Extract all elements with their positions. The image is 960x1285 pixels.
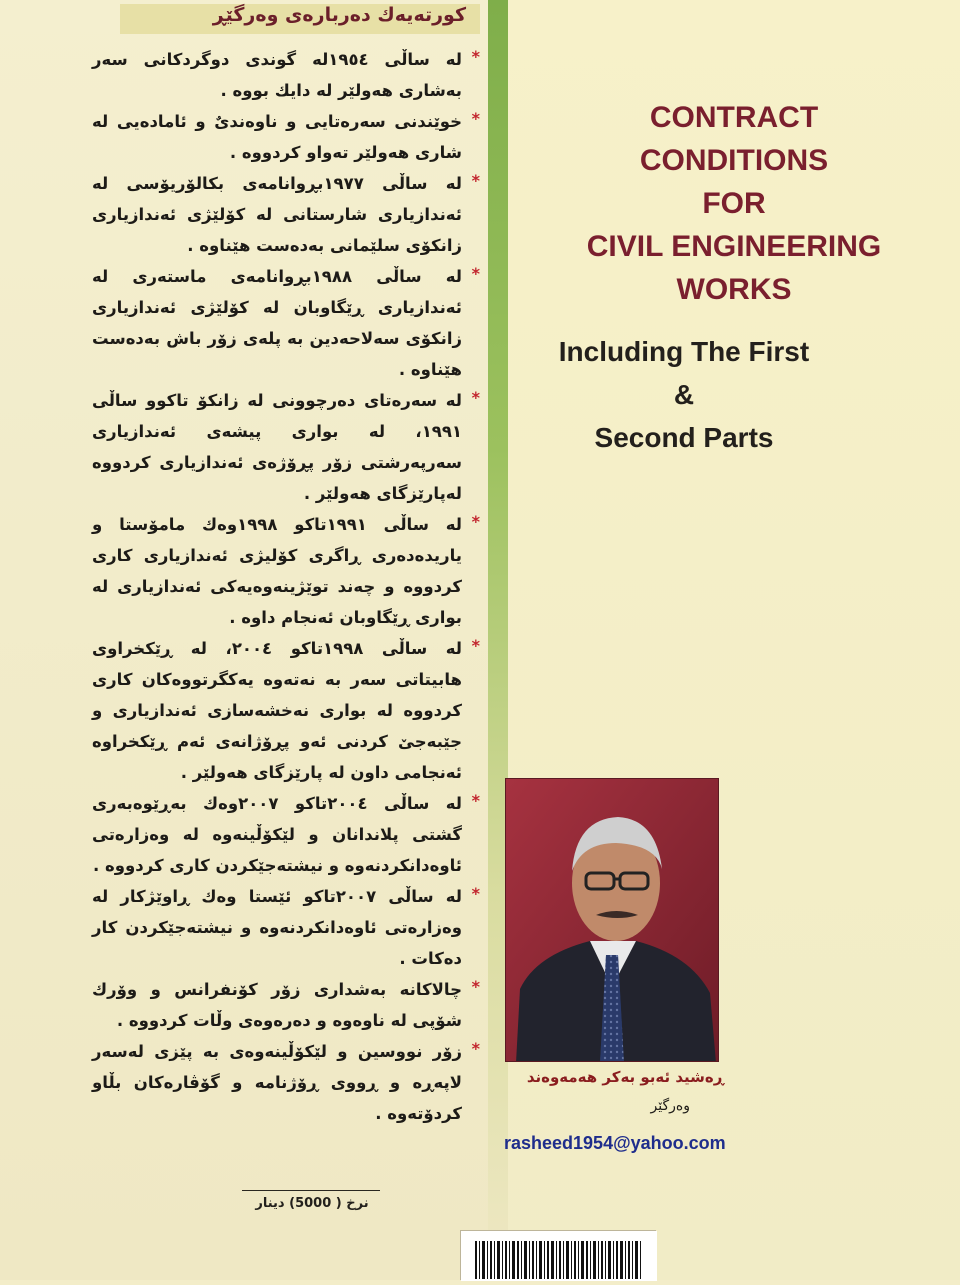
price-label: نرخ ( 5000) دینار: [255, 1196, 369, 1211]
book-subtitle: [508, 330, 860, 459]
bio-item: * لە سەرەتای دەرچوونی لە زانکۆ تاکوو ساڵی ١٩٩١، لە بواری پیشەی ئەندازیاری سەرپەرشتی زۆر پڕۆژەی ئەندازیاری کردووە لەپارێزگای هەولێر .: [92, 385, 480, 509]
star-bullet-icon: *: [471, 791, 480, 810]
bio-item: * خوێندنی سەرەتایی و ناوەندیٌ و ئامادەیی لە شاری هەولێر تەواو کردووە .: [92, 106, 480, 168]
star-bullet-icon: *: [471, 512, 480, 531]
bio-item: * لە ساڵی ١٩٨٨بڕوانامەی ماستەری لە ئەندازیاری ڕێگاوبان لە کۆلێژی ئەندازیاری زانکۆی سەلاحەدین بە پلەی زۆر باش بەدەست هێناوە .: [92, 261, 480, 385]
book-title-line: CONDITIONS: [639, 144, 829, 177]
bio-item: * لە ساڵی ١٩٥٤لە گوندی دوگردکانی سەر بەشاری هەولێر لە دایك بووە .: [92, 44, 480, 106]
star-bullet-icon: *: [471, 1039, 480, 1058]
star-bullet-icon: *: [471, 884, 480, 903]
bio-item: * لە ساڵی ٢٠٠٤تاکو ٢٠٠٧وەك بەڕێوەبەری گشتی پلاندانان و لێکۆڵینەوە لە وەزارەتی ئاوەدانکردنەوە و نیشتەجێکردن کاری کردووە .: [92, 788, 480, 881]
green-divider-stripe: [488, 0, 508, 1280]
star-bullet-icon: *: [471, 109, 480, 128]
subtitle-line: Including The First: [558, 336, 810, 367]
barcode-icon: [461, 1231, 657, 1281]
barcode: [460, 1230, 656, 1280]
bio-item: * لە ساڵی ٢٠٠٧تاکو ئێستا وەك ڕاوێژکار لە وەزارەتی ئاوەدانکردنەوە و نیشتەجێکردن کار دەکات .: [92, 881, 480, 974]
book-title-line: WORKS: [676, 273, 792, 306]
translator-photo: [505, 778, 719, 1062]
book-title: [508, 96, 960, 311]
bio-item: * زۆر نووسین و لێکۆڵینەوەی بە پێزی لەسەر لاپەڕە و ڕووی ڕۆژنامە و گۆڤارەکان بڵاو کردۆتەوە .: [92, 1036, 480, 1129]
star-bullet-icon: *: [471, 388, 480, 407]
price-divider: [242, 1190, 380, 1191]
bio-list: [92, 44, 480, 1129]
bio-item: * لە ساڵی ١٩٧٧بڕوانامەی بکالۆریۆسی لە ئەندازیاری شارستانی لە کۆلێژی ئەندازیاری زانکۆی سلێمانی بەدەست هێناوە .: [92, 168, 480, 261]
book-title-line: CIVIL ENGINEERING: [586, 230, 882, 263]
bio-item: * لە ساڵی ١٩٩٨تاکو ٢٠٠٤، لە ڕێکخراوی هابیتاتی سەر بە نەتەوە یەکگرتووەکان کاری کردووە لە بواری نەخشەسازی ئەندازیاری و جێبەجێ کردنی ئەو پڕۆژانەی ئەم ڕێکخراوە ئەنجامی داون لە پارێزگای هەولێر .: [92, 633, 480, 788]
book-title-line: CONTRACT: [649, 101, 819, 134]
star-bullet-icon: *: [471, 171, 480, 190]
translator-name: ڕەشید ئەبو بەکر هەمەوەند: [526, 1068, 724, 1086]
portrait-image: [506, 779, 719, 1062]
star-bullet-icon: *: [471, 636, 480, 655]
bio-item: * لە ساڵی ١٩٩١تاکو ١٩٩٨وەك مامۆستا و یاریدەدەری ڕاگری کۆلیژی ئەندازیاری کاری کردووە و چەند توێژینەوەیەکی ئەندازیاری لە بواری ڕێگاوبان ئەنجام داوە .: [92, 509, 480, 633]
bio-item: * چالاکانە بەشداری زۆر کۆنفرانس و وۆرك شۆپی لە ناوەوە و دەرەوەی وڵات کردووە .: [92, 974, 480, 1036]
translator-email[interactable]: rasheed1954@yahoo.com: [504, 1133, 726, 1153]
subtitle-line: Second Parts: [594, 422, 774, 453]
bio-heading: کورتەیەك دەربارەی وەرگێڕ: [120, 4, 480, 34]
translator-role: وەرگێر: [650, 1098, 690, 1114]
star-bullet-icon: *: [471, 47, 480, 66]
book-title-line: FOR: [702, 187, 766, 220]
star-bullet-icon: *: [471, 977, 480, 996]
star-bullet-icon: *: [471, 264, 480, 283]
subtitle-line: &: [673, 379, 695, 410]
